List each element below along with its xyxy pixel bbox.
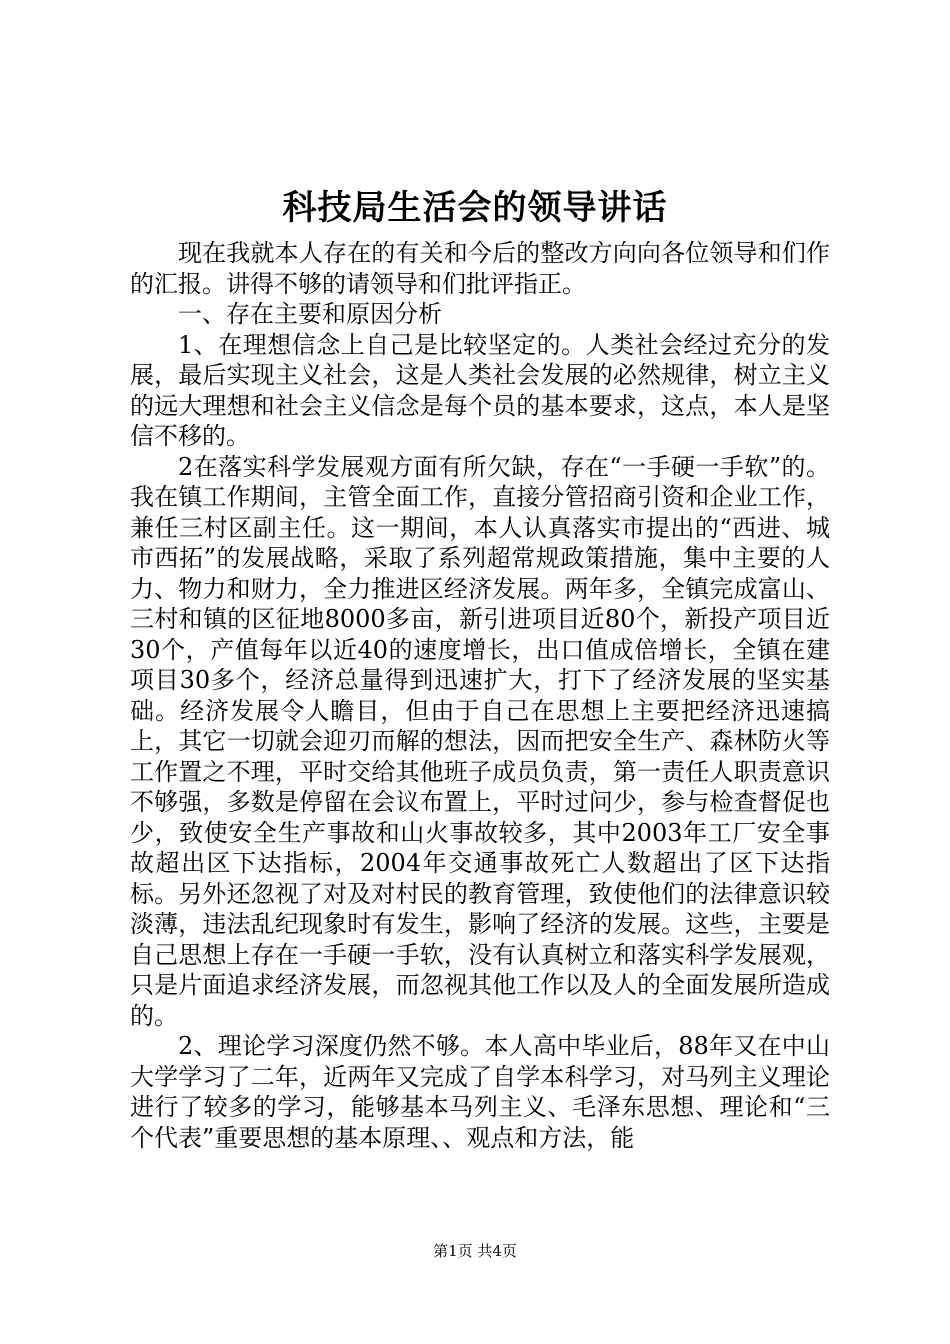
paragraph-intro: 现在我就本人存在的有关和今后的整改方向向各位领导和们作的汇报。讲得不够的请领导和们批评指正。 bbox=[130, 239, 830, 298]
section-heading: 一、存在主要和原因分析 bbox=[178, 300, 442, 328]
paragraph-item-2: 2在落实科学发展观方面有所欠缺，存在“一手硬一手软”的。我在镇工作期间，主管全面工作，直接分管招商引资和企业工作，兼任三村区副主任。这一期间，本人认真落实市提出的“西进、城市西拓”的发展战略，采取了系列超常规政策措施，集中主要的人力、物力和财力，全力推进区经济发展。两年多，全镇完成富山、三村和镇的区征地8000多亩，新引进项目近80个，新投产项目近30个，产值每年以近40的速度增长，出口值成倍增长，全镇在建项目30多个，经济总量得到迅速扩大，打下了经济发展的坚实基础。经济发展令人瞻目，但由于自己在思想上主要把经济迅速搞上，其它一切就会迎刃而解的想法，因而把安全生产、森林防火等工作置之不理，平时交给其他班子成员负责，第一责任人职责意识不够强，多数是停留在会议布置上，平时过问少，参与检查督促也少，致使安全生产事故和山火事故较多，其中2003年工厂安全事故超出区下达指标，2004年交通事故死亡人数超出了区下达指标。另外还忽视了对及对村民的教育管理，致使他们的法律意识较淡薄，违法乱纪现象时有发生，影响了经济的发展。这些，主要是自己思想上存在一手硬一手软，没有认真树立和落实科学发展观，只是片面追求经济发展，而忽视其他工作以及人的全面发展所造成的。 bbox=[130, 452, 830, 1030]
paragraph-item-1: 1、在理想信念上自己是比较坚定的。人类社会经过充分的发展，最后实现主义社会，这是人类社会发展的必然规律，树立主义的远大理想和社会主义信念是每个员的基本要求，这点，本人是坚信不移的。 bbox=[130, 330, 830, 450]
paragraph-item-3: 2、理论学习深度仍然不够。本人高中毕业后，88年又在中山大学学习了二年，近两年又完成了自学本科学习，对马列主义理论进行了较多的学习，能够基本马列主义、毛泽东思想、理论和“三个代表”重要思想的基本原理、、观点和方法，能 bbox=[130, 1032, 830, 1152]
document-title: 科技局生活会的领导讲话 bbox=[282, 188, 668, 228]
page-number-footer: 第1页 共4页 bbox=[433, 1242, 517, 1260]
document-body bbox=[130, 238, 830, 1153]
